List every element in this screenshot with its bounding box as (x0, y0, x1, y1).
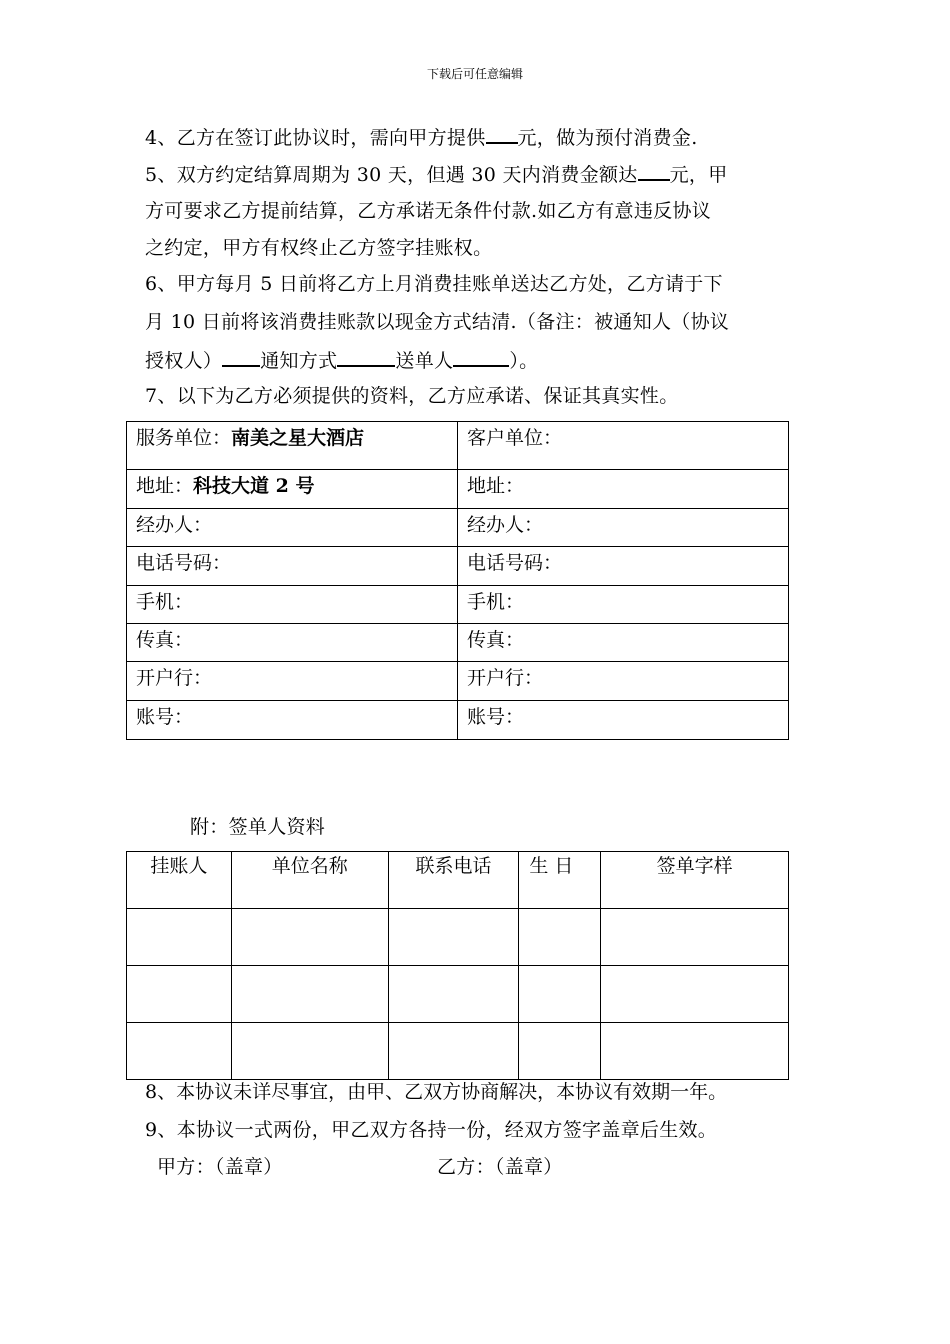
clause-5-line-1 (145, 161, 728, 187)
blank-prepaid-amount (486, 124, 518, 144)
clause-6-text-d: ）。 (509, 350, 539, 372)
party-a-signature: 甲方：（盖章） (157, 1156, 283, 1178)
appendix-title: 附：签单人资料 (190, 816, 326, 838)
clause-6-text-a: 授权人） (145, 350, 223, 372)
blank-notified-person (222, 347, 260, 367)
clause-5-text-b: 元，甲 (669, 164, 728, 186)
info-table (126, 421, 789, 740)
info-row-service (127, 422, 789, 470)
info-row (127, 701, 789, 740)
info-row (127, 547, 789, 586)
service-unit-value: 南美之星大酒店 (231, 427, 365, 449)
client-address-cell: 地址： (458, 470, 789, 509)
signer-cell[interactable] (519, 1023, 601, 1080)
clause-4-text-b: 元，做为预付消费金. (517, 127, 698, 149)
clause-5-line-3: 之约定，甲方有权终止乙方签字挂账权。 (145, 237, 493, 259)
clause-6-line-1: 6、甲方每月 5 日前将乙方上月消费挂账单送达乙方处，乙方请于下 (145, 273, 723, 295)
col-header-account-holder: 挂账人 (127, 852, 232, 909)
signer-row (127, 909, 789, 966)
signer-cell[interactable] (388, 1023, 519, 1080)
col-header-phone: 联系电话 (388, 852, 519, 909)
signer-cell[interactable] (388, 909, 519, 966)
info-row (127, 662, 789, 701)
signer-cell[interactable] (127, 966, 232, 1023)
blank-deliverer (453, 347, 509, 367)
header-note: 下载后可任意编辑 (426, 67, 523, 81)
signer-cell[interactable] (519, 909, 601, 966)
info-row (127, 586, 789, 624)
signer-cell[interactable] (519, 966, 601, 1023)
signer-cell[interactable] (231, 1023, 388, 1080)
clause-6-text-b: 通知方式 (260, 350, 338, 372)
signer-table (126, 851, 789, 1080)
clause-5-text-a: 5、双方约定结算周期为 30 天，但遇 30 天内消费金额达 (145, 164, 638, 186)
signer-cell[interactable] (231, 909, 388, 966)
signer-cell[interactable] (127, 1023, 232, 1080)
info-cell-right: 开户行： (458, 662, 789, 701)
info-cell-right: 经办人： (458, 509, 789, 547)
info-cell-left: 电话号码： (127, 547, 458, 586)
signer-row (127, 1023, 789, 1080)
signer-cell[interactable] (601, 1023, 789, 1080)
clause-6-line-2: 月 10 日前将该消费挂账款以现金方式结清.（备注：被通知人（协议 (145, 311, 730, 333)
col-header-unit-name: 单位名称 (231, 852, 388, 909)
address-value: 科技大道 2 号 (193, 475, 315, 497)
signer-row (127, 966, 789, 1023)
info-cell-right: 电话号码： (458, 547, 789, 586)
clause-4 (145, 124, 698, 150)
address-cell (127, 470, 458, 509)
clause-5-line-2: 方可要求乙方提前结算，乙方承诺无条件付款.如乙方有意违反协议 (145, 200, 712, 222)
signer-cell[interactable] (127, 909, 232, 966)
service-unit-cell (127, 422, 458, 470)
service-unit-label: 服务单位： (136, 427, 232, 449)
info-row (127, 624, 789, 662)
blank-amount-limit (638, 161, 670, 181)
info-cell-right: 手机： (458, 586, 789, 624)
info-cell-right: 传真： (458, 624, 789, 662)
clause-7: 7、以下为乙方必须提供的资料，乙方应承诺、保证其真实性。 (145, 385, 679, 407)
info-row (127, 509, 789, 547)
info-row-address (127, 470, 789, 509)
signer-cell[interactable] (231, 966, 388, 1023)
info-cell-left: 传真： (127, 624, 458, 662)
info-cell-left: 手机： (127, 586, 458, 624)
clause-9: 9、本协议一式两份，甲乙双方各持一份，经双方签字盖章后生效。 (145, 1119, 718, 1141)
clause-6-text-c: 送单人 (395, 350, 454, 372)
signer-cell[interactable] (601, 966, 789, 1023)
info-cell-left: 开户行： (127, 662, 458, 701)
clause-6-line-3 (145, 347, 538, 373)
signer-header-row (127, 852, 789, 909)
signer-cell[interactable] (388, 966, 519, 1023)
info-cell-right: 账号： (458, 701, 789, 740)
signer-cell[interactable] (601, 909, 789, 966)
col-header-signature: 签单字样 (601, 852, 789, 909)
info-cell-left: 经办人： (127, 509, 458, 547)
info-cell-left: 账号： (127, 701, 458, 740)
col-header-birthday: 生 日 (519, 852, 601, 909)
blank-notify-method (337, 347, 395, 367)
address-label: 地址： (136, 475, 194, 497)
client-unit-cell: 客户单位： (458, 422, 789, 470)
party-b-signature: 乙方：（盖章） (437, 1156, 563, 1178)
clause-4-text-a: 4、乙方在签订此协议时，需向甲方提供 (145, 127, 486, 149)
clause-8: 8、本协议未详尽事宜，由甲、乙双方协商解决，本协议有效期一年。 (145, 1081, 728, 1103)
